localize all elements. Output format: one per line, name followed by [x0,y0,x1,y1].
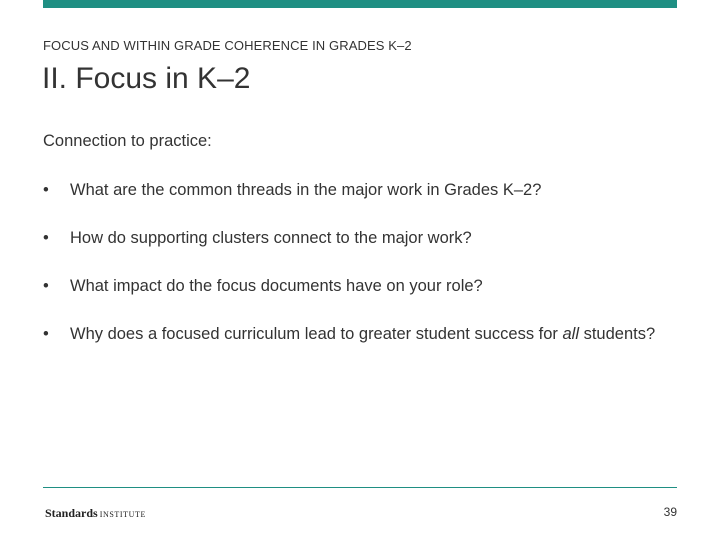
bullet-item [43,226,673,250]
bullet-text-after: students? [579,325,656,343]
page-number: 39 [663,505,677,519]
bullet-dot-icon: • [43,229,49,247]
bullet-text: What are the common threads in the major work in Grades K–2? [70,181,542,199]
bullet-dot-icon: • [43,277,49,295]
bullet-item [43,178,673,202]
footer-logo [45,504,146,522]
top-accent-bar [43,0,677,8]
bullet-text: How do supporting clusters connect to the major work? [70,229,472,247]
bullet-dot-icon: • [43,325,49,343]
section-eyebrow: FOCUS AND WITHIN GRADE COHERENCE IN GRADES K–2 [43,38,412,53]
slide-title: II. Focus in K–2 [42,62,251,95]
bullet-text: What impact do the focus documents have on your role? [70,277,483,295]
intro-text: Connection to practice: [43,132,212,150]
logo-wordmark: Standards [45,506,98,520]
bullet-list [43,178,673,370]
bullet-emphasis: all [562,325,580,343]
footer-divider [43,487,677,488]
bullet-item [43,274,673,298]
bullet-item [43,322,673,346]
logo-subtitle: INSTITUTE [99,510,146,519]
bullet-dot-icon: • [43,181,49,199]
bullet-text: Why does a focused curriculum lead to greater student success for [70,325,563,343]
